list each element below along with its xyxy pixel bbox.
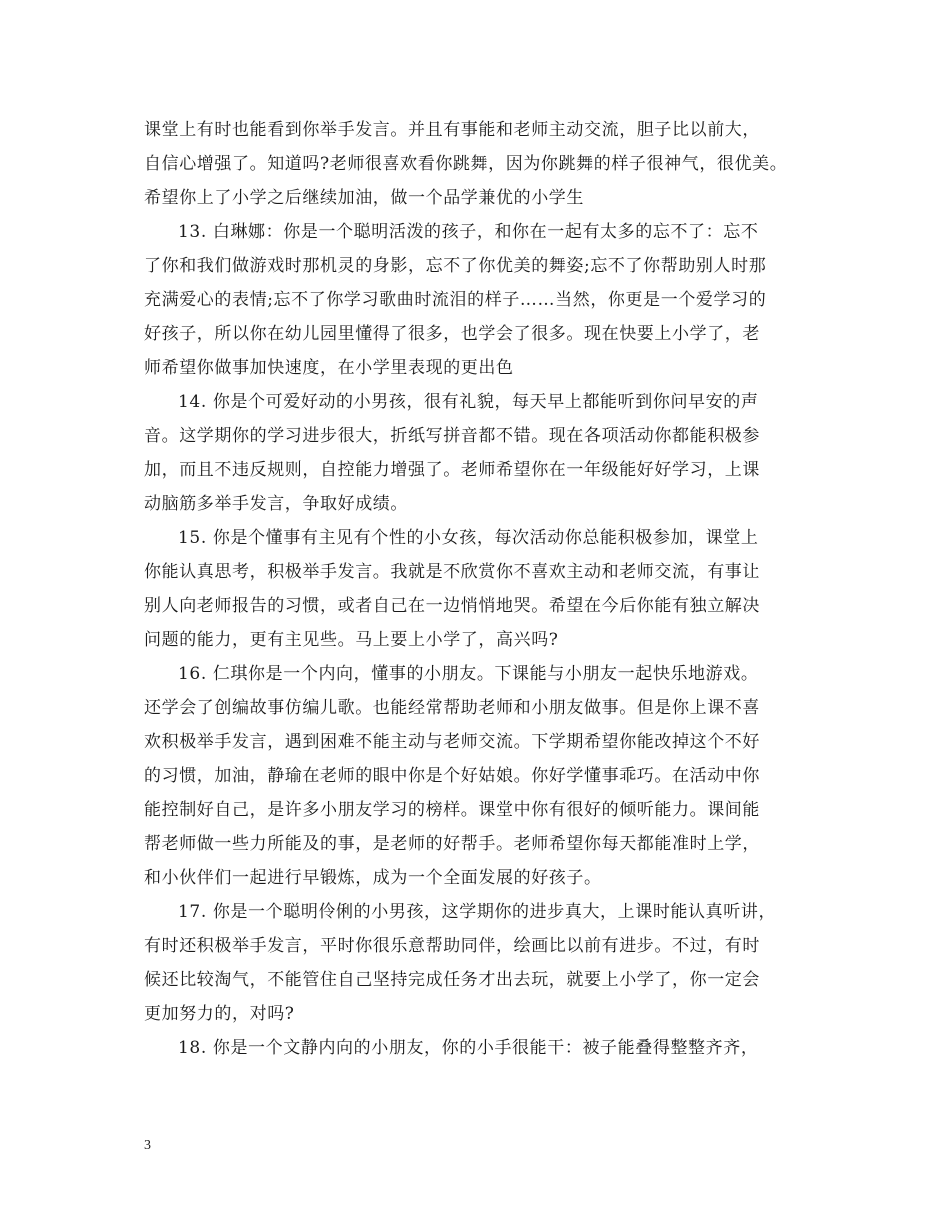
text-line: 了你和我们做游戏时那机灵的身影，忘不了你优美的舞姿;忘不了你帮助别人时那 (144, 256, 767, 276)
text-line: 自信心增强了。知道吗?老师很喜欢看你跳舞，因为你跳舞的样子很神气，很优美。 (144, 154, 788, 174)
text-line: 有时还积极举手发言，平时你很乐意帮助同伴，绘画比以前有进步。不过，有时 (144, 936, 760, 956)
text-line: 和小伙伴们一起进行早锻炼，成为一个全面发展的好孩子。 (144, 868, 602, 888)
text-line: 音。这学期你的学习进步很大，折纸写拼音都不错。现在各项活动你都能积极参 (144, 426, 760, 446)
paragraph-first-line: 18. 你是一个文静内向的小朋友，你的小手很能干：被子能叠得整整齐齐， (178, 1038, 759, 1058)
text-line: 你能认真思考，积极举手发言。我就是不欣赏你不喜欢主动和老师交流，有事让 (144, 562, 760, 582)
text-line: 还学会了创编故事仿编儿歌。也能经常帮助老师和小朋友做事。但是你上课不喜 (144, 698, 760, 718)
paragraph-first-line: 17. 你是一个聪明伶俐的小男孩，这学期你的进步真大，上课时能认真听讲， (178, 902, 777, 922)
text-line: 希望你上了小学之后继续加油，做一个品学兼优的小学生 (144, 188, 584, 208)
text-line: 好孩子，所以你在幼儿园里懂得了很多，也学会了很多。现在快要上小学了，老 (144, 324, 760, 344)
text-line: 候还比较淘气，不能管住自己坚持完成任务才出去玩，就要上小学了，你一定会 (144, 970, 760, 990)
text-line: 动脑筋多举手发言，争取好成绩。 (144, 494, 408, 514)
text-line: 师希望你做事加快速度，在小学里表现的更出色 (144, 358, 514, 378)
paragraph-first-line: 14. 你是个可爱好动的小男孩，很有礼貌，每天早上都能听到你问早安的声 (178, 392, 759, 412)
page-number: 3 (144, 1138, 151, 1153)
text-line: 课堂上有时也能看到你举手发言。并且有事能和老师主动交流，胆子比以前大， (144, 120, 760, 140)
text-line: 问题的能力，更有主见些。马上要上小学了，高兴吗? (144, 630, 559, 650)
text-line: 别人向老师报告的习惯，或者自己在一边悄悄地哭。希望在今后你能有独立解决 (144, 596, 760, 616)
document-body (144, 113, 844, 1065)
text-line: 的习惯，加油，静瑜在老师的眼中你是个好姑娘。你好学懂事乖巧。在活动中你 (144, 766, 760, 786)
text-line: 帮老师做一些力所能及的事，是老师的好帮手。老师希望你每天都能准时上学， (144, 834, 760, 854)
text-line: 能控制好自己，是许多小朋友学习的榜样。课堂中你有很好的倾听能力。课间能 (144, 800, 760, 820)
paragraph-first-line: 13. 白琳娜：你是一个聪明活泼的孩子，和你在一起有太多的忘不了：忘不 (178, 222, 759, 242)
text-line: 更加努力的，对吗? (144, 1004, 295, 1024)
text-line: 充满爱心的表情;忘不了你学习歌曲时流泪的样子……当然，你更是一个爱学习的 (144, 290, 767, 310)
paragraph-first-line: 15. 你是个懂事有主见有个性的小女孩，每次活动你总能积极参加，课堂上 (178, 528, 759, 548)
paragraph-first-line: 16. 仁琪你是一个内向，懂事的小朋友。下课能与小朋友一起快乐地游戏。 (178, 664, 759, 684)
text-line: 加，而且不违反规则，自控能力增强了。老师希望你在一年级能好好学习，上课 (144, 460, 760, 480)
text-line: 欢积极举手发言，遇到困难不能主动与老师交流。下学期希望你能改掉这个不好 (144, 732, 760, 752)
